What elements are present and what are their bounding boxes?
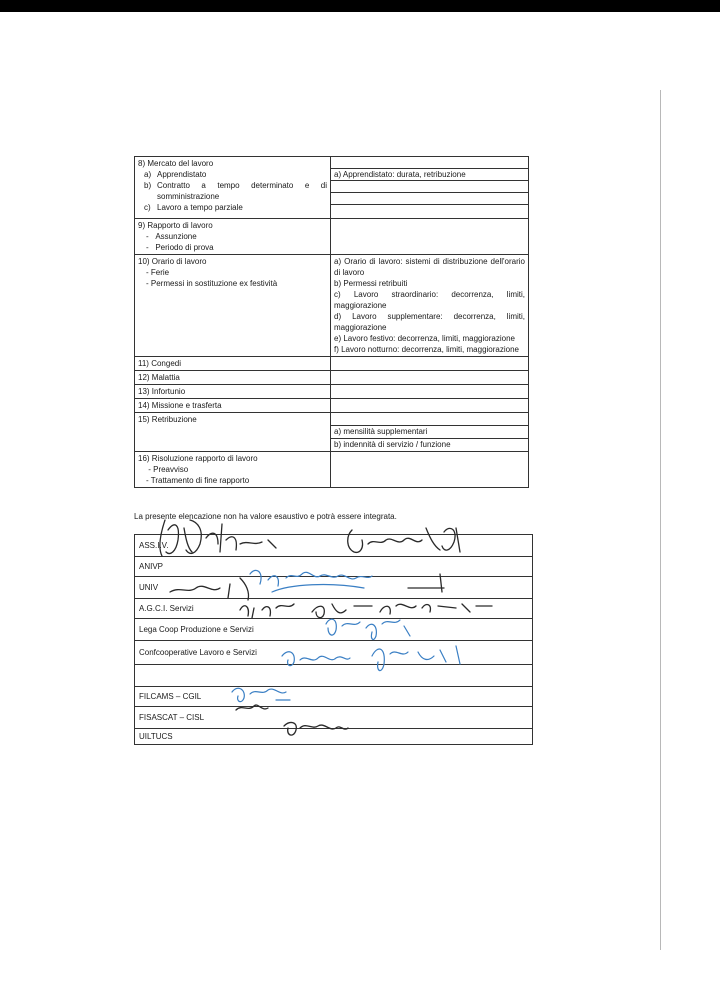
list-item: - Ferie bbox=[146, 268, 170, 277]
signatory-label bbox=[135, 665, 533, 687]
inner-row: a) Apprendistato: durata, retribuzione bbox=[331, 169, 528, 181]
table-row bbox=[135, 557, 533, 577]
table-row bbox=[135, 707, 533, 729]
table-row-section-9 bbox=[135, 219, 529, 255]
list-item: - Assunzione bbox=[146, 232, 197, 241]
list-item: e) Lavoro festivo: decorrenza, limiti, maggiorazione bbox=[334, 334, 515, 343]
signatory-label: FILCAMS – CGIL bbox=[135, 687, 533, 707]
table-row-section-8 bbox=[135, 157, 529, 219]
list-item: a) Orario di lavoro: sistemi di distribuzione dell'orario di lavoro bbox=[334, 257, 525, 277]
section-15-right bbox=[331, 413, 529, 452]
inner-row: b) indennità di servizio / funzione bbox=[334, 440, 451, 449]
table-row bbox=[135, 577, 533, 599]
section-heading: 10) Orario di lavoro bbox=[138, 257, 207, 266]
section-16-right bbox=[331, 452, 529, 488]
table-row bbox=[135, 687, 533, 707]
table-row-section-10 bbox=[135, 255, 529, 357]
list-item: d) Lavoro supplementare: decorrenza, limiti, maggiorazione bbox=[334, 312, 525, 332]
signatory-label: ANIVP bbox=[135, 557, 533, 577]
row-label: 12) Malattia bbox=[135, 371, 331, 385]
table-row bbox=[135, 371, 529, 385]
row-label: 13) Infortunio bbox=[135, 385, 331, 399]
table-row-section-16 bbox=[135, 452, 529, 488]
signatory-label: Lega Coop Produzione e Servizi bbox=[135, 619, 533, 641]
table-row bbox=[135, 357, 529, 371]
signatory-label: A.G.C.I. Servizi bbox=[135, 599, 533, 619]
table-row bbox=[135, 599, 533, 619]
list-item: - Preavviso bbox=[146, 465, 189, 474]
inner-row bbox=[331, 157, 528, 169]
table-row bbox=[135, 619, 533, 641]
inner-row bbox=[331, 413, 528, 426]
section-heading: 8) Mercato del lavoro bbox=[138, 159, 214, 168]
section-10-left bbox=[135, 255, 331, 357]
inner-row bbox=[331, 181, 528, 193]
list-item: - Permessi in sostituzione ex festività bbox=[146, 279, 278, 288]
signatory-label: FISASCAT – CISL bbox=[135, 707, 533, 729]
section-16-left bbox=[135, 452, 331, 488]
table-row bbox=[135, 729, 533, 745]
list-item: - Trattamento di fine rapporto bbox=[146, 476, 250, 485]
section-8-right bbox=[331, 157, 529, 219]
top-border-bar bbox=[0, 0, 720, 12]
table-row bbox=[135, 535, 533, 557]
section-8-left bbox=[135, 157, 331, 219]
table-row bbox=[135, 665, 533, 687]
row-label: 14) Missione e trasferta bbox=[135, 399, 331, 413]
inner-row bbox=[331, 205, 528, 217]
list-item: b) Contratto a tempo determinato e di somministrazione bbox=[144, 181, 327, 201]
list-item: c) Lavoro straordinario: decorrenza, limiti, maggiorazione bbox=[334, 290, 525, 310]
list-item: - Periodo di prova bbox=[146, 243, 214, 252]
signatory-label: ASS.I.V. bbox=[135, 535, 533, 557]
page-edge-line bbox=[660, 90, 661, 950]
topics-table bbox=[134, 156, 529, 488]
signatory-label: UILTUCS bbox=[135, 729, 533, 745]
signatory-label: Confcooperative Lavoro e Servizi bbox=[135, 641, 533, 665]
list-item: c) Lavoro a tempo parziale bbox=[144, 203, 243, 212]
list-item: a) Apprendistato bbox=[144, 170, 207, 179]
table-row bbox=[135, 641, 533, 665]
section-9-right bbox=[331, 219, 529, 255]
section-10-right bbox=[331, 255, 529, 357]
row-label: 11) Congedi bbox=[135, 357, 331, 371]
table-row bbox=[135, 385, 529, 399]
table-row-section-15 bbox=[135, 413, 529, 452]
table-row bbox=[135, 399, 529, 413]
signatories-table bbox=[134, 534, 533, 745]
section-heading: 16) Risoluzione rapporto di lavoro bbox=[138, 454, 258, 463]
list-item: b) Permessi retribuiti bbox=[334, 279, 408, 288]
signatory-label: UNIV bbox=[135, 577, 533, 599]
disclaimer-note: La presente elencazione non ha valore esaustivo e potrà essere integrata. bbox=[134, 512, 397, 521]
inner-row: a) mensilità supplementari bbox=[331, 426, 528, 439]
section-heading: 15) Retribuzione bbox=[135, 413, 331, 452]
section-heading: 9) Rapporto di lavoro bbox=[138, 221, 213, 230]
inner-row bbox=[331, 193, 528, 205]
list-item: f) Lavoro notturno: decorrenza, limiti, maggiorazione bbox=[334, 345, 519, 354]
section-9-left bbox=[135, 219, 331, 255]
